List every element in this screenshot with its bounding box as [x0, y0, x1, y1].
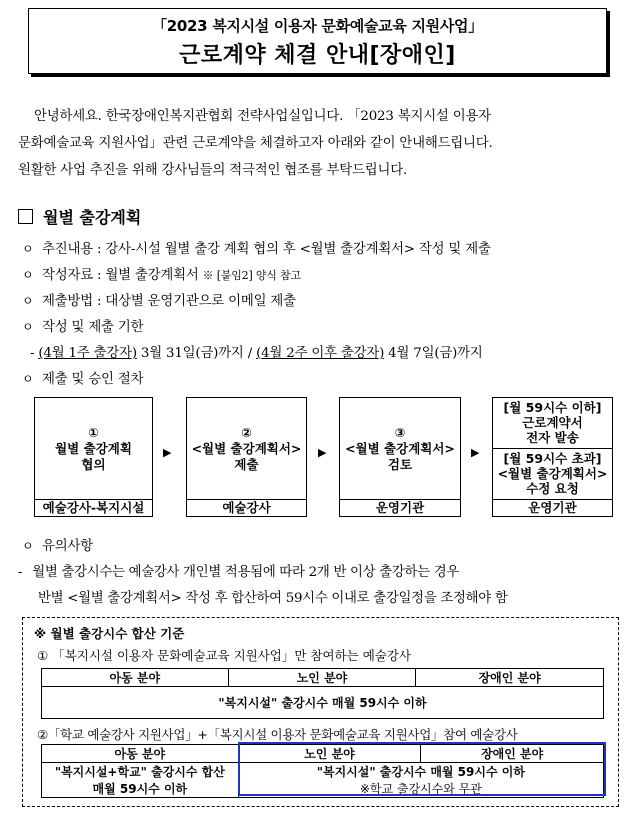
- section-heading: [18, 205, 141, 228]
- table-header: 아동 분야: [42, 745, 239, 763]
- table-cell: "복지시설" 출강시수 매월 59시수 이하: [42, 687, 604, 719]
- intro-line-1: 안녕하세요. 한국장애인복지관협회 전략사업실입니다. 「2023 복지시설 이용자: [34, 109, 491, 124]
- bullet-caution: ㅇ 유의사항: [22, 539, 93, 554]
- final-divider: [493, 448, 612, 449]
- flow-arrow-icon: ▶: [163, 446, 172, 459]
- flow-step-1: ① 월별 출강계획 협의 예술강사-복지시설: [34, 397, 153, 517]
- caution-line-1: - 월별 출강시수는 예술강사 개인별 적용됨에 따라 2개 반 이상 출강하는 경우: [18, 565, 460, 580]
- highlight-outline: [238, 742, 606, 796]
- table-header: 노인 분야: [238, 745, 421, 763]
- flow-step-1-owner: 예술강사-복지시설: [35, 499, 152, 516]
- note-title: ※ 월별 출강시수 합산 기준: [34, 626, 185, 641]
- note-case-1: ① 「복지시설 이용자 문화예술교육 지원사업」만 참여하는 예술강사: [37, 648, 411, 663]
- circle-bullet-icon: ㅇ: [22, 294, 34, 308]
- bullet-process: ㅇ 제출 및 승인 절차: [22, 372, 144, 387]
- table-header: 노인 분야: [228, 669, 416, 687]
- intro-line-3: 원활한 사업 추진을 위해 강사님들의 적극적인 협조를 부탁드립니다.: [18, 163, 408, 178]
- title-main: 근로계약 체결 안내[장애인]: [179, 43, 456, 68]
- flow-step-final: [492, 397, 613, 517]
- circle-bullet-icon: ㅇ: [22, 372, 34, 386]
- circle-bullet-icon: ㅇ: [22, 242, 34, 256]
- bullet-material: ㅇ 작성자료 : 월별 출강계획서 ※ [붙임2] 양식 참고: [22, 268, 301, 283]
- title-subtitle: 「2023 복지시설 이용자 문화예술교육 지원사업」: [152, 17, 483, 35]
- flow-arrow-icon: ▶: [318, 446, 327, 459]
- intro-line-2: 문화예술교육 지원사업」관련 근로계약을 체결하고자 아래와 같이 안내해드립니다.: [18, 136, 493, 151]
- flow-step-final-owner: 운영기관: [493, 499, 612, 516]
- document-title-box: [28, 8, 607, 74]
- table-header: 장애인 분야: [416, 669, 604, 687]
- final-approved: [월 59시수 이하] 근로계약서 전자 발송: [503, 400, 602, 445]
- flow-arrow-icon: ▶: [471, 446, 480, 459]
- table-case-1: [41, 668, 604, 719]
- table-cell: "복지시설" 출강시수 매월 59시수 이하 ※학교 출강시수와 무관: [238, 763, 603, 798]
- flow-step-2: ② <월별 출강계획서> 제출 예술강사: [186, 397, 307, 517]
- flow-step-3-owner: 운영기관: [340, 499, 460, 516]
- flow-step-2-owner: 예술강사: [187, 499, 306, 516]
- bullet-deadline: ㅇ 작성 및 제출 기한: [22, 320, 144, 335]
- bullet-method: ㅇ 제출방법 : 대상별 운영기관으로 이메일 제출: [22, 294, 296, 309]
- table-cell: "복지시설+학교" 출강시수 합산 매월 59시수 이하: [42, 763, 239, 798]
- flow-step-3: ③ <월별 출강계획서> 검토 운영기관: [339, 397, 461, 517]
- table-header: 장애인 분야: [421, 745, 604, 763]
- table-header: 아동 분야: [42, 669, 229, 687]
- caution-line-2: 반별 <월별 출강계획서> 작성 후 합산하여 59시수 이내로 출강일정을 조정해야 함: [38, 591, 508, 606]
- intro-paragraph: [18, 103, 618, 184]
- note-box: [22, 617, 619, 807]
- final-revision: [월 59시수 초과] <월별 출강계획서> 수정 요청: [497, 451, 608, 496]
- bullet-content: ㅇ 추진내용 : 강사-시설 월별 출강 계획 협의 후 <월별 출강계획서> 작성 및 제출: [22, 242, 491, 257]
- circle-bullet-icon: ㅇ: [22, 320, 34, 334]
- circle-bullet-icon: ㅇ: [22, 268, 34, 282]
- material-note: ※ [붙임2] 양식 참고: [202, 269, 301, 282]
- section-title: 월별 출강계획: [43, 208, 142, 227]
- circle-bullet-icon: ㅇ: [22, 539, 34, 553]
- deadline-detail: - (4월 1주 출강자) 3월 31일(금)까지 / (4월 2주 이후 출강자) 4월 7일(금)까지: [30, 346, 483, 361]
- note-case-2: ②「학교 예술강사 지원사업」+「복지시설 이용자 문화예술교육 지원사업」참여 예술강사: [37, 727, 518, 742]
- square-bullet-icon: [18, 209, 33, 224]
